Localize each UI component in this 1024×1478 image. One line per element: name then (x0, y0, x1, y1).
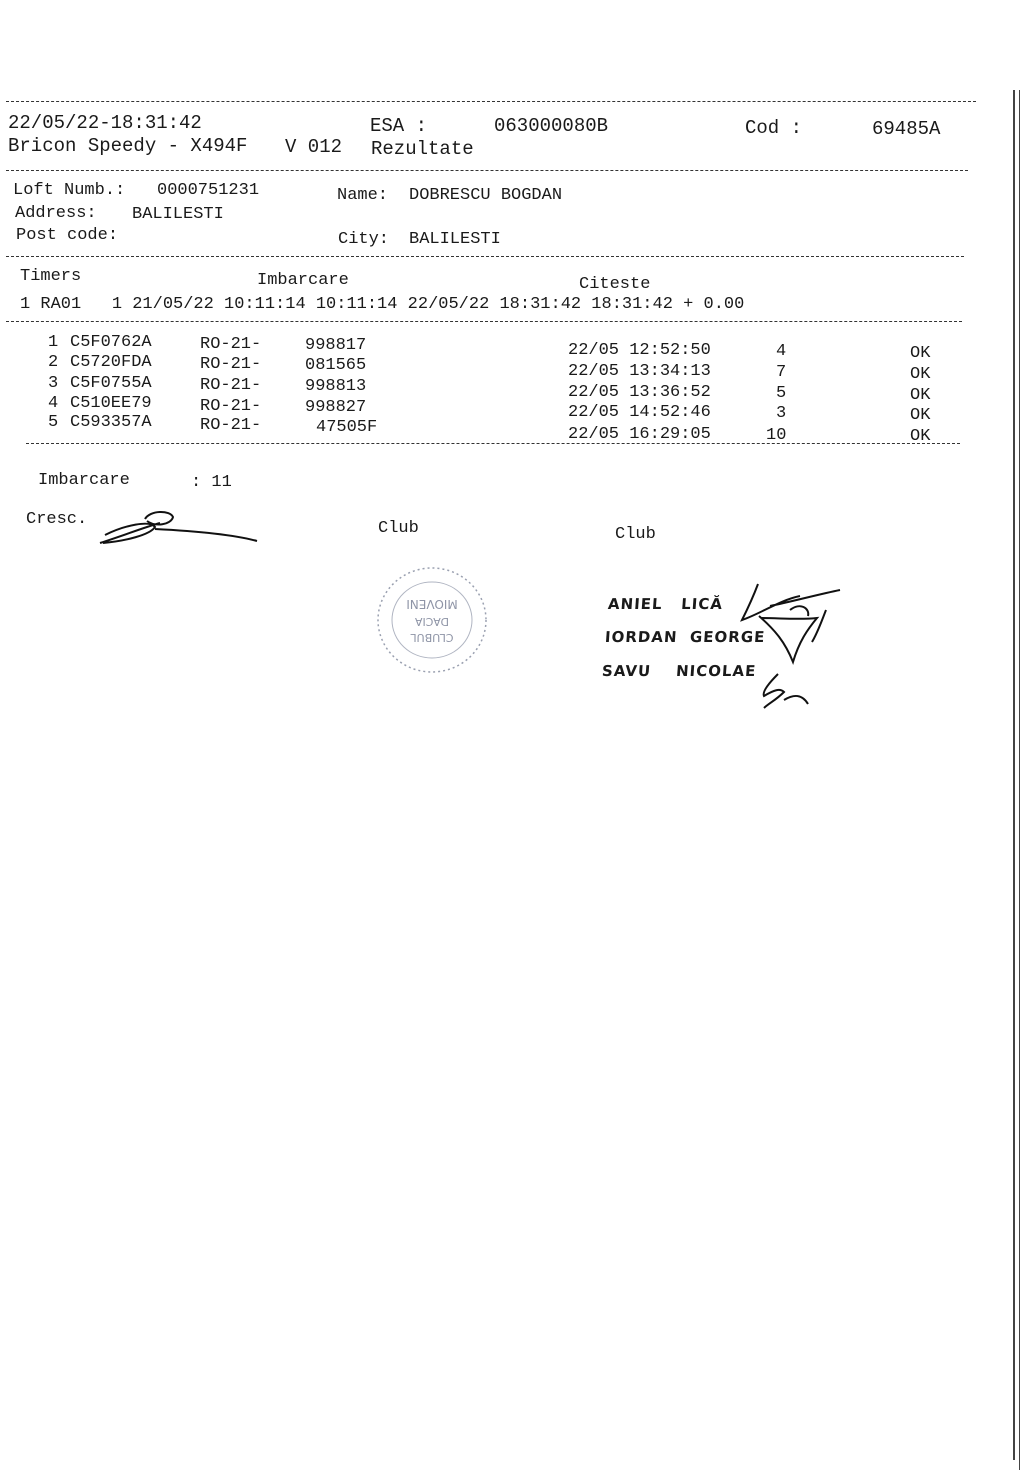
cod-value: 69485A (872, 118, 941, 140)
club-label-1: Club (378, 519, 419, 538)
imbarcare-label: Imbarcare (38, 471, 130, 490)
scan-edge-line (1013, 90, 1015, 1460)
scan-edge-line (1019, 90, 1020, 1470)
club-stamp-seal (372, 562, 492, 680)
committee-name-2: IORDAN GEORGE (604, 628, 767, 646)
ring-number: 998827 (305, 398, 367, 417)
row-number: 3 (48, 374, 59, 393)
ring-prefix: RO-21- (200, 416, 262, 435)
ring-number: 081565 (305, 356, 367, 375)
chip-id: C593357A (70, 413, 152, 432)
timers-citeste-label: Citeste (579, 275, 651, 294)
timers-row: 1 RA01 1 21/05/22 10:11:14 10:11:14 22/05/22 18:31:42 18:31:42 + 0.00 (20, 295, 745, 314)
ring-prefix: RO-21- (200, 335, 262, 354)
committee-name-1: ANIEL LICĂ (607, 595, 724, 613)
address-label: Address: (15, 204, 97, 223)
name-label: Name: (337, 186, 389, 205)
arrival-time: 22/05 12:52:50 (568, 341, 711, 360)
divider (26, 443, 960, 444)
loft-label: Loft Numb.: (13, 181, 126, 200)
svg-text:CLUBUL: CLUBUL (410, 631, 454, 644)
ring-prefix: RO-21- (200, 376, 262, 395)
status-badge: OK (910, 344, 931, 363)
position: 3 (776, 404, 787, 423)
status-badge: OK (910, 427, 931, 446)
cod-label: Cod : (745, 117, 803, 139)
address-value: BALILESTI (132, 205, 224, 224)
ring-number: 998813 (305, 377, 367, 396)
committee-name-3: SAVU NICOLAE (601, 662, 758, 680)
timers-label: Timers (20, 267, 82, 286)
arrival-time: 22/05 16:29:05 (568, 425, 711, 444)
arrival-time: 22/05 14:52:46 (568, 403, 711, 422)
position: 7 (776, 363, 787, 382)
report-datetime: 22/05/22-18:31:42 (8, 112, 202, 134)
chip-id: C5F0762A (70, 333, 152, 352)
ring-number: 47505F (316, 418, 378, 437)
ring-prefix: RO-21- (200, 397, 262, 416)
timers-imbarcare-label: Imbarcare (257, 271, 349, 290)
status-badge: OK (910, 386, 931, 405)
svg-text:DACIA: DACIA (414, 615, 450, 628)
committee-signature-2 (755, 612, 825, 668)
loft-number: 0000751231 (157, 181, 260, 200)
status-badge: OK (910, 365, 931, 384)
row-number: 5 (48, 413, 59, 432)
fancier-name: DOBRESCU BOGDAN (409, 186, 563, 205)
city-value: BALILESTI (409, 230, 501, 249)
chip-id: C5F0755A (70, 374, 152, 393)
committee-signature-3 (758, 670, 818, 712)
row-number: 2 (48, 353, 59, 372)
imbarcare-count: : 11 (191, 473, 232, 492)
postcode-label: Post code: (16, 226, 119, 245)
device-name: Bricon Speedy - X494F (8, 135, 248, 157)
arrival-time: 22/05 13:34:13 (568, 362, 711, 381)
divider (6, 170, 968, 171)
divider (6, 256, 964, 257)
ring-number: 998817 (305, 336, 367, 355)
page-title: Rezultate (371, 138, 474, 160)
esa-label: ESA : (370, 115, 428, 137)
row-number: 1 (48, 333, 59, 352)
ring-prefix: RO-21- (200, 355, 262, 374)
esa-value: 063000080B (494, 115, 609, 137)
position: 4 (776, 342, 787, 361)
position: 10 (766, 426, 787, 445)
arrival-time: 22/05 13:36:52 (568, 383, 711, 402)
row-number: 4 (48, 394, 59, 413)
city-label: City: (338, 230, 390, 249)
cresc-label: Cresc. (26, 510, 88, 529)
breeder-signature (95, 505, 265, 550)
chip-id: C5720FDA (70, 353, 152, 372)
divider (6, 101, 976, 102)
position: 5 (776, 384, 787, 403)
device-version: V 012 (285, 136, 343, 158)
svg-text:MIOVENI: MIOVENI (406, 597, 458, 611)
chip-id: C510EE79 (70, 394, 152, 413)
divider (6, 321, 962, 322)
club-label-2: Club (615, 525, 656, 544)
status-badge: OK (910, 406, 931, 425)
